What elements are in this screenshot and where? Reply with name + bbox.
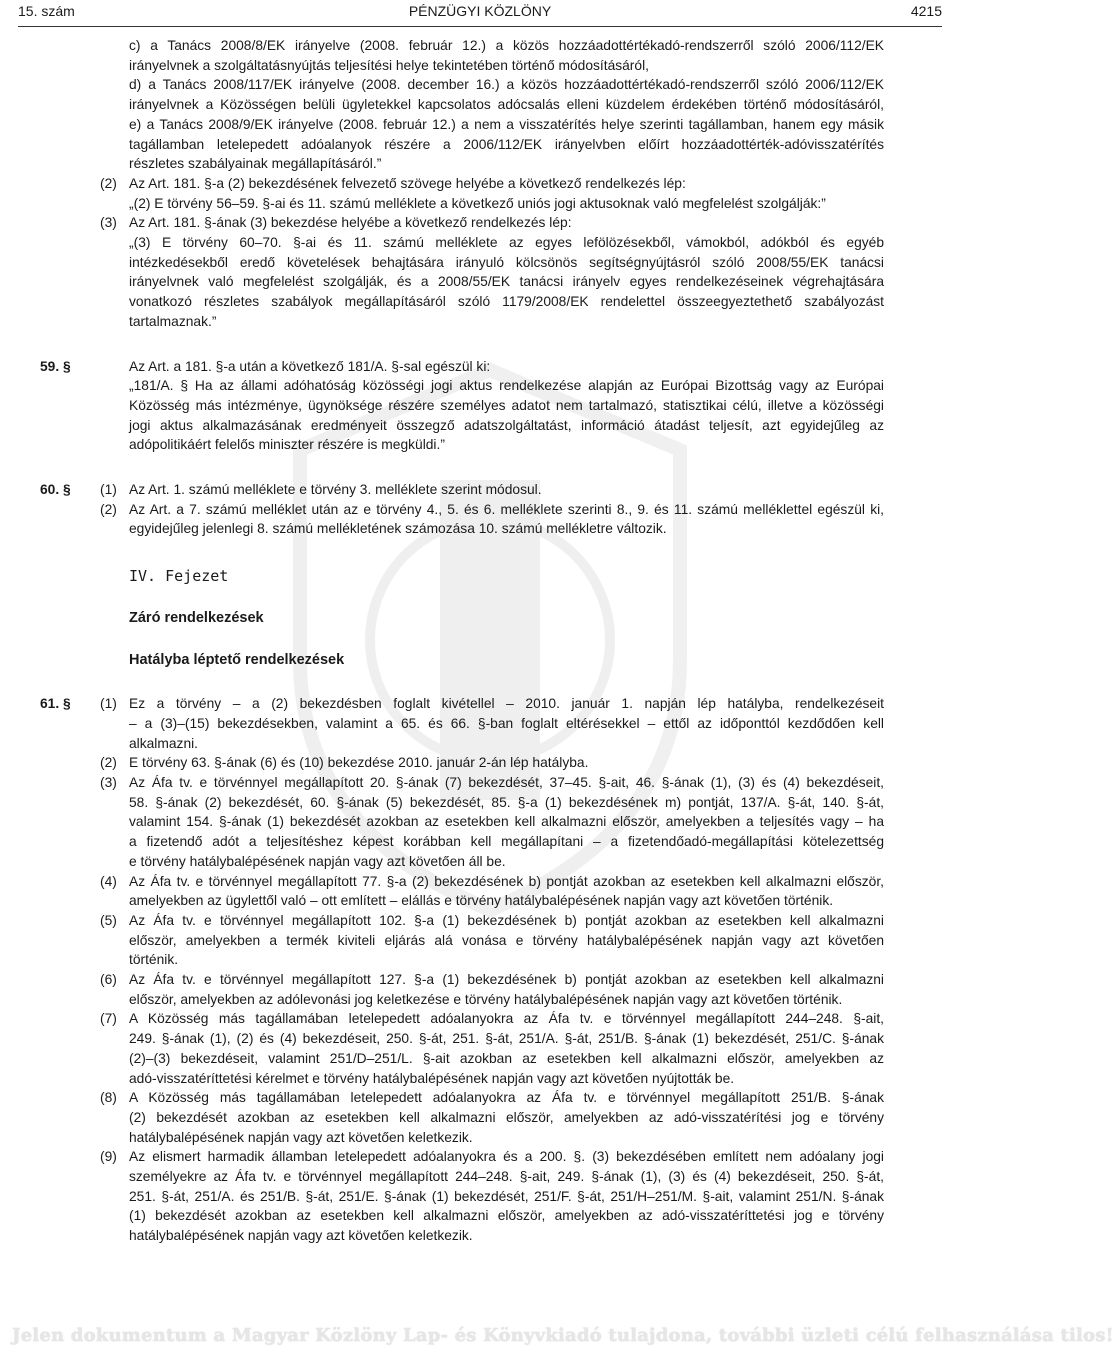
text-line: irányelvnek való megfelelést szolgálják, és a 2008/55/EK tanácsi irányelv egyes rendelkezéseinek végrehajtására <box>129 274 884 290</box>
text-line: részletes szabályainak megállapításáról.” <box>129 156 382 172</box>
text-line: Az Art. 181. §-a (2) bekezdésének felvezető szövege helyébe a következő rendelkezés lép: <box>129 175 686 191</box>
section-number: 61. § <box>40 696 71 712</box>
text-line: (1) bekezdését azokban az esetekben kell alkalmazni először, amelyekben az adó-visszatéríttetési jog e törvény <box>129 1208 884 1224</box>
text-line: Az Áfa tv. e törvénnyel megállapított 77. §-a (2) bekezdésének b) pontját azokban az esetekben kell alkalmazni először, <box>129 873 884 889</box>
text-line: Az Art. a 181. §-a után a következő 181/A. §-sal egészül ki: <box>129 358 491 374</box>
text-line: Ez a törvény – a (2) bekezdésben foglalt kivétellel – 2010. január 1. napján lép hatályba, rendelkezéseit <box>129 696 884 712</box>
text-line: először, amelyekben az adólevonási jog keletkezése e törvény hatálybalépésének napján vagy azt követően történik. <box>129 991 843 1007</box>
text-line: (2) bekezdését azokban az esetekben kell alkalmazni először, amelyekben az adó-visszatérítési jog e törvény <box>129 1109 884 1125</box>
paragraph <box>0 213 960 331</box>
paragraph <box>0 872 960 911</box>
issue-number: 15. szám <box>18 3 75 19</box>
section-60 <box>0 480 960 500</box>
text-line: c) a Tanács 2008/8/EK irányelve (2008. február 12.) a közös hozzáadottértékadó-rendszerről szóló 2006/112/EK <box>129 38 884 53</box>
text-line: Az Áfa tv. e törvénnyel megállapított 102. §-a (1) bekezdésének b) pontját azokban az esetekben kell alkalmazni <box>129 912 884 928</box>
paragraph-number: (6) <box>100 972 117 988</box>
text-line: A Közösség más tagállamában letelepedett adóalanyokra az Áfa tv. e törvénnyel megállapított 251/B. §-ának <box>129 1090 884 1106</box>
text-line: valamint 154. §-ának (1) bekezdését azokban az esetekben kell alkalmazni először, amelyekben a teljesítés vagy – ha <box>129 814 884 830</box>
text-line: irányelvnek a szolgáltatásnyújtás teljesítési helye tekintetében történő módosításáról, <box>129 57 649 73</box>
section-59 <box>0 357 960 456</box>
text-line: d) a Tanács 2008/117/EK irányelve (2008. december 16.) a közös hozzáadottértékadó-rendszerről szóló 2006/112/EK <box>129 77 884 93</box>
text-line: E törvény 63. §-ának (6) és (10) bekezdése 2010. január 2-án lép hatályba. <box>129 755 589 771</box>
text-line: alkalmazni. <box>129 735 199 751</box>
paragraph-number: (5) <box>100 912 117 928</box>
text-line: „(3) E törvény 60–70. §-ai és 11. számú melléklete az egyes lefölözésekből, vámokból, adókból és egyéb <box>129 235 884 251</box>
text-line: Közösség más intézménye, ügynöksége részére személyes adatot nem tartalmazó, statisztikai célú, illetve a közösségi <box>129 397 884 413</box>
text-line: amelyekben az ügylettől való – ott említett – elállás e törvény hatálybalépésének napján vagy azt követően történik. <box>129 893 834 909</box>
text-line: történik. <box>129 952 179 968</box>
text-line: 58. §-ának (2) bekezdését, 60. §-ának (5) bekezdését, 85. §-a (1) bekezdésének m) pontját, 137/A. §-át, 140. §-át, <box>129 794 884 810</box>
paragraph-number: (3) <box>100 215 117 231</box>
paragraph-number: (3) <box>100 774 117 790</box>
paragraph-number: (7) <box>100 1011 117 1027</box>
page-header <box>18 3 942 25</box>
text-line: Az Art. 181. §-ának (3) bekezdése helyébe a következő rendelkezés lép: <box>129 215 572 231</box>
section-number: 59. § <box>40 358 71 374</box>
text-line: hatálybalépésének napján vagy azt követően keletkezik. <box>129 1228 473 1244</box>
paragraph <box>0 500 960 539</box>
directive-list <box>0 36 960 174</box>
paragraph <box>0 753 960 773</box>
paragraph <box>0 970 960 1009</box>
text-line: Az elismert harmadik államban letelepedett adóalanyokra és a 200. §. (3) bekezdésében említett nem adóalany jogi <box>129 1149 884 1165</box>
section-61 <box>0 694 960 753</box>
text-line: intézkedésekből eredő követelések behajtására irányuló kölcsönös segítségnyújtásról szóló 2008/55/EK tanácsi <box>129 254 884 270</box>
paragraph <box>0 911 960 970</box>
text-line: Az Art. 1. számú melléklete e törvény 3. melléklete szerint módosul. <box>129 482 542 498</box>
text-line: tartalmaznak.” <box>129 313 217 329</box>
text-line: személyekre az Áfa tv. e törvénnyel megállapított 244–248. §-ait, 249. §-ának (1), (3) és (4) bekezdéseit, 250. §-át, <box>129 1169 884 1185</box>
header-rule <box>18 26 942 27</box>
paragraph-number: (1) <box>100 696 117 712</box>
text-line: (2)–(3) bekezdéseit, valamint 251/D–251/L. §-ait azokban az esetekben kell alkalmazni először, amelyekben az <box>129 1050 884 1066</box>
page-number: 4215 <box>910 3 942 19</box>
text-line: Az Áfa tv. e törvénnyel megállapított 20. §-ának (7) bekezdését, 37–45. §-ait, 46. §-ának (1), (3) és (4) bekezdéseit, <box>129 774 884 790</box>
text-line: Az Áfa tv. e törvénnyel megállapított 127. §-a (1) bekezdésének b) pontját azokban az esetekben kell alkalmazni <box>129 972 884 988</box>
paragraph-number: (2) <box>100 501 117 517</box>
copyright-watermark: Jelen dokumentum a Magyar Közlöny Lap- és Könyvkiadó tulajdona, további üzleti célú felhasználása tilos! <box>12 1325 1114 1346</box>
section-number: 60. § <box>40 482 71 498</box>
paragraph-number: (2) <box>100 175 117 191</box>
paragraph-number: (4) <box>100 873 117 889</box>
text-line: tagállamban letelepedett adóalanyok részére a 2006/112/EK irányelvben előírt hozzáadottérték-adóvisszatérítés <box>129 136 884 152</box>
journal-title: PÉNZÜGYI KÖZLÖNY <box>408 3 552 19</box>
text-line: irányelvnek a Közösségen belüli ügyletekkel kapcsolatos adócsalás elleni küzdelem érdekében történő módosításáról, <box>129 97 884 113</box>
page-body <box>0 36 960 1246</box>
paragraph <box>0 773 960 872</box>
text-line: e törvény hatálybalépésének napján vagy azt követően áll be. <box>129 853 506 869</box>
paragraph <box>0 1009 960 1088</box>
paragraph <box>0 1088 960 1147</box>
text-line: 249. §-ának (1), (2) és (4) bekezdéseit, 250. §-át, 251. §-át, 251/A. §-át, 251/B. §-ának (1) bekezdését, 251/C. §-ának <box>129 1031 884 1047</box>
chapter-label: IV. Fejezet <box>129 567 229 586</box>
paragraph <box>0 1147 960 1246</box>
paragraph <box>0 174 960 213</box>
paragraph-number: (2) <box>100 755 117 771</box>
text-line: adópolitikáért felelős miniszter részére is megküldi.” <box>129 437 445 453</box>
paragraph-number: (1) <box>100 482 117 498</box>
text-line: egyidejűleg jelenlegi 8. számú mellékletének számozása 10. számú mellékletre változik. <box>129 521 667 537</box>
text-line: A Közösség más tagállamában letelepedett adóalanyokra az Áfa tv. e törvénnyel megállapított 244–248. §-ait, <box>129 1011 884 1027</box>
text-line: adó-visszatéríttetési kérelmet e törvény hatálybalépésének napján vagy azt követően nyújtották be. <box>129 1070 735 1086</box>
text-line: e) a Tanács 2008/9/EK irányelve (2008. február 12.) a nem a visszatérítés helye szerinti tagállamban, hanem egy másik <box>129 116 884 132</box>
text-line: a fizetendő adót a teljesítéshez képest korábban kell megállapítani – a fizetendőadó-megállapítási kötelezettség <box>129 834 884 850</box>
text-line: 251. §-át, 251/A. és 251/B. §-át, 251/E. §-ának (1) bekezdését, 251/F. §-át, 251/H–251/M. §-ait, valamint 251/N. §-ának <box>129 1188 884 1204</box>
text-line: először, amelyekben a termék kiviteli eljárás alá vonása e törvény hatálybalépésének napján vagy azt követően <box>129 932 884 948</box>
text-line: Az Art. a 7. számú melléklet után az e törvény 4., 5. és 6. melléklete szerinti 8., 9. és 11. számú melléklettel egészül ki, <box>129 501 884 517</box>
chapter-title: Záró rendelkezések <box>129 610 264 627</box>
text-line: hatálybalépésének napján vagy azt követően keletkezik. <box>129 1129 473 1145</box>
text-line: „(2) E törvény 56–59. §-ai és 11. számú melléklete a következő uniós jogi aktusoknak való megfelelést szolgálják:” <box>129 195 826 211</box>
text-line: vonatkozó részletes szabályok megállapításáról szóló 1179/2008/EK rendelettel összeegyeztethető szabályozást <box>129 294 884 310</box>
text-line: jogi aktus alkalmazásának eredményeit összegző adatszolgáltatást, információ átadást teljesít, azt egyidejűleg az <box>129 417 884 433</box>
section-subtitle: Hatályba léptető rendelkezések <box>129 652 345 669</box>
paragraph-number: (9) <box>100 1149 117 1165</box>
text-line: – a (3)–(15) bekezdésekben, valamint a 65. és 66. §-ban foglalt eltérésekkel – ettől az időponttól kezdődően kell <box>129 715 884 731</box>
text-line: „181/A. § Ha az állami adóhatóság közösségi jogi aktus rendelkezése alapján az Európai Bizottság vagy az Európai <box>129 378 884 394</box>
paragraph-number: (8) <box>100 1090 117 1106</box>
